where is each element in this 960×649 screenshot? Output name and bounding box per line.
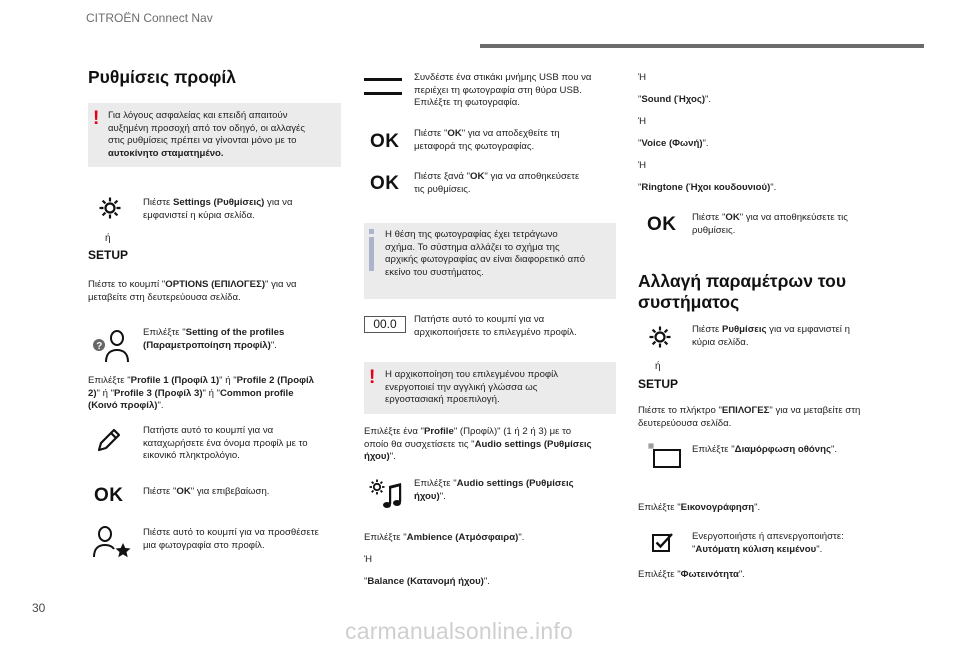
gear-icon [648, 325, 672, 349]
or-label: Ή [638, 160, 647, 171]
gear-icon [98, 196, 122, 220]
warning-line: Για λόγους ασφαλείας και επειδή απαιτούν [108, 110, 288, 121]
ringtone-option-text: "Ringtone (Ήχοι κουδουνιού)". [638, 182, 777, 193]
ok-label: OK [647, 214, 677, 235]
header-bar [480, 44, 924, 48]
ok-label: OK [370, 131, 400, 152]
warning-text [108, 110, 305, 160]
pencil-icon [96, 427, 122, 453]
settings-step-text: Πιέστε Ρυθμίσεις για να εμφανιστεί η κύρια σελίδα. [692, 324, 850, 348]
info-note-text: Η θέση της φωτογραφίας έχει τετράγωνο σχήμα. Το σύστημα αλλάζει το σχήμα της αρχικής φωτογραφίας αν είναι διαφορετικό από εκείνο του συστήματος. [385, 229, 586, 278]
header-brand: CITROËN Connect Nav [86, 11, 213, 25]
ok-label: OK [370, 173, 400, 194]
usb-port-icon [363, 77, 403, 97]
profile-select-text: Επιλέξτε ένα "Profile" (Προφίλ)" (1 ή 2 ή 3) με το οποίο θα συσχετίσετε τις "Audio settings (Ρυθμίσεις ήχου)". [364, 426, 592, 462]
or-label: Ή [638, 72, 647, 83]
or-label: ή [655, 361, 661, 372]
page-number: 30 [32, 601, 46, 615]
reset-step-text: Πατήστε αυτό το κουμπί για να αρχικοποιήσετε το επιλεγμένο προφίλ. [414, 314, 577, 338]
name-step-text: Πατήστε αυτό το κουμπί για να καταχωρήσετε ένα όνομα προφίλ με το εικονικό πληκτρολόγιο. [143, 425, 308, 461]
select-profile-text: Επιλέξτε "Profile 1 (Προφίλ 1)" ή "Profile 2 (Προφίλ 2)" ή "Profile 3 (Προφίλ 3)" ή "Common profile (Κοινό προφίλ)". [88, 375, 314, 411]
or-label: Ή [638, 116, 647, 127]
audio-settings-icon [368, 478, 402, 510]
profiles-step-text: Επιλέξτε "Setting of the profiles (Παραμετροποίηση προφίλ)". [143, 327, 285, 351]
display-brightness-icon [645, 441, 681, 471]
settings-step-text: Πιέστε Settings (Ρυθμίσεις) για να εμφανιστεί η κύρια σελίδα. [143, 197, 293, 221]
warning-line: στις ρυθμίσεις πρέπει να γίνονται μόνο με το [108, 135, 297, 146]
save-step-text: Πιέστε "OK" για να αποθηκεύσετε τις ρυθμίσεις. [692, 212, 848, 236]
sound-option-text: "Sound (Ήχος)". [638, 94, 712, 105]
warning-icon: ! [369, 367, 376, 388]
section-title-profiles: Ρυθμίσεις προφίλ [88, 67, 237, 87]
profile-settings-icon [92, 328, 130, 364]
voice-option-text: "Voice (Φωνή)". [638, 138, 709, 149]
audio-step-text: Επιλέξτε "Audio settings (Ρυθμίσεις ήχου)". [414, 478, 574, 502]
options-step-text: Πιέστε το κουμπί "OPTIONS (ΕΠΙΛΟΓΕΣ)" για να μεταβείτε στη δευτερεύουσα σελίδα. [88, 279, 297, 303]
photo-step-text: Πιέστε αυτό το κουμπί για να προσθέσετε μια φωτογραφία στο προφίλ. [143, 527, 319, 551]
ok-label: OK [94, 485, 124, 506]
or-label: Ή [364, 554, 373, 565]
setup-label: SETUP [88, 248, 129, 262]
setup-label: SETUP [638, 377, 679, 391]
info-icon [369, 229, 374, 234]
svg-text:?: ? [96, 341, 103, 352]
watermark: carmanualsonline.info [345, 618, 573, 644]
balance-step-text: "Balance (Κατανομή ήχου)". [364, 576, 490, 587]
save-step-text: Πιέστε ξανά "OK" για να αποθηκεύσετε τις ρυθμίσεις. [414, 171, 580, 195]
usb-step-text: Συνδέστε ένα στικάκι μνήμης USB που να περιέχει τη φωτογραφία στη θύρα USB. Επιλέξτε τη φωτογραφία. [414, 72, 592, 108]
info-icon-bar [369, 237, 374, 271]
add-photo-icon [92, 526, 132, 558]
anim-step-text: Επιλέξτε "Εικονογράφηση". [638, 502, 761, 513]
or-label: ή [105, 233, 111, 244]
section-title-system: Αλλαγή παραμέτρων του συστήματος [638, 271, 847, 312]
reset-warning-text: Η αρχικοποίηση του επιλεγμένου προφίλ ενεργοποιεί την αγγλική γλώσσα ως εργοστασιακή προεπιλογή. [385, 369, 559, 405]
screen-step-text: Επιλέξτε "Διαμόρφωση οθόνης". [692, 444, 838, 455]
warning-icon: ! [93, 108, 100, 129]
ambience-step-text: Επιλέξτε "Ambience (Ατμόσφαιρα)". [364, 532, 525, 543]
reset-counter-icon: 00.0 [364, 316, 406, 333]
bright-step-text: Επιλέξτε "Φωτεινότητα". [638, 569, 745, 580]
scroll-step-text: Ενεργοποιήστε ή απενεργοποιήστε: "Αυτόματη κύλιση κειμένου". [692, 531, 844, 555]
checkbox-icon [652, 531, 674, 553]
warning-line: αυξημένη προσοχή από τον οδηγό, οι αλλαγές [108, 122, 305, 134]
options-step-text: Πιέστε το πλήκτρο "ΕΠΙΛΟΓΕΣ" για να μεταβείτε στη δευτερεύουσα σελίδα. [638, 405, 861, 429]
warning-line: αυτοκίνητο σταματημένο. [108, 147, 224, 159]
confirm-step-text: Πιέστε "OK" για επιβεβαίωση. [143, 486, 270, 497]
accept-step-text: Πιέστε "OK" για να αποδεχθείτε τη μεταφορά της φωτογραφίας. [414, 128, 560, 152]
